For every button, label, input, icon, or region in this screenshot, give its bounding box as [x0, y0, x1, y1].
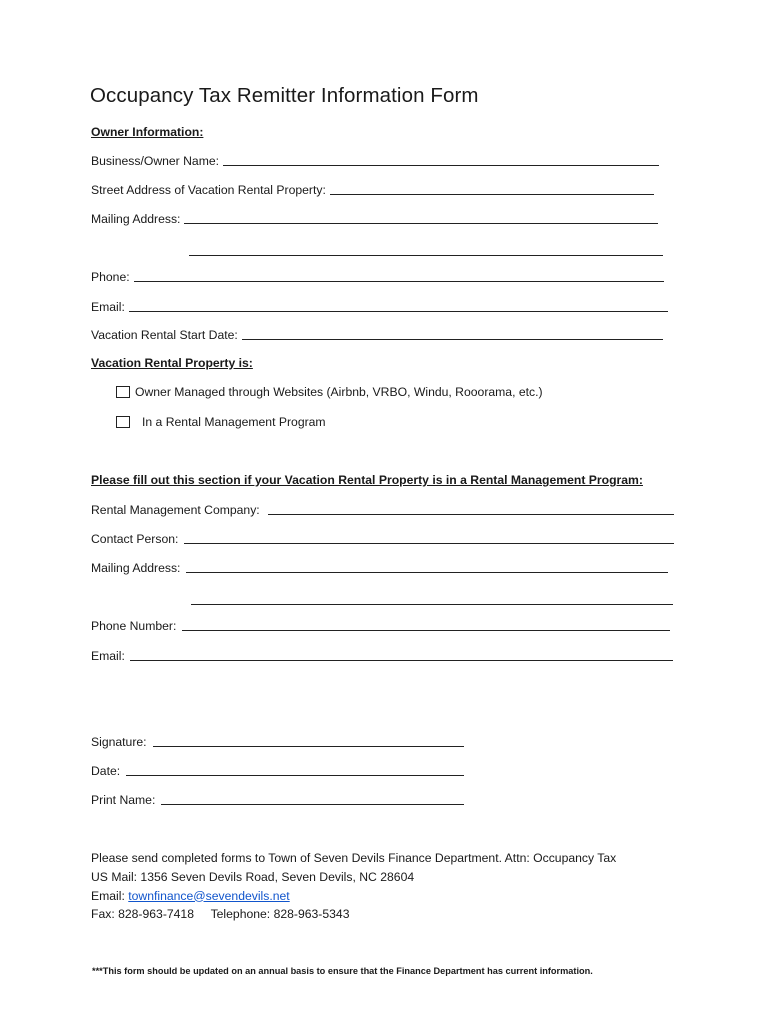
rental-mailing-address-label: Mailing Address:	[91, 561, 181, 575]
rental-mailing-address-field[interactable]	[91, 560, 668, 575]
owner-mailing-address-line[interactable]	[184, 211, 658, 224]
owner-email-line[interactable]	[129, 299, 668, 312]
start-date-line[interactable]	[242, 327, 663, 340]
business-owner-name-label: Business/Owner Name:	[91, 154, 220, 168]
contact-email-link[interactable]: townfinance@sevendevils.net	[128, 888, 290, 903]
print-name-line[interactable]	[161, 792, 464, 805]
business-owner-name-line[interactable]	[223, 153, 659, 166]
start-date-field[interactable]	[91, 327, 663, 342]
rental-company-line[interactable]	[268, 502, 674, 515]
signature-field[interactable]	[91, 734, 464, 749]
date-field[interactable]	[91, 763, 464, 778]
rental-phone-field[interactable]	[91, 618, 670, 633]
signature-label: Signature:	[91, 735, 147, 749]
option-rental-program[interactable]	[116, 415, 326, 429]
street-address-line[interactable]	[330, 182, 654, 195]
rental-company-label: Rental Management Company:	[91, 503, 260, 517]
contact-email-line	[91, 887, 616, 906]
print-name-field[interactable]	[91, 792, 464, 807]
owner-mailing-address-label: Mailing Address:	[91, 212, 181, 226]
rental-phone-line[interactable]	[182, 618, 670, 631]
street-address-field[interactable]	[91, 182, 654, 197]
owner-phone-label: Phone:	[91, 270, 130, 284]
rental-program-checkbox[interactable]	[116, 416, 130, 428]
contact-person-field[interactable]	[91, 531, 674, 546]
rental-management-heading: Please fill out this section if your Vacation Rental Property is in a Rental Management Program:	[91, 473, 643, 487]
contact-person-line[interactable]	[184, 531, 674, 544]
contact-block	[91, 849, 616, 924]
rental-email-line[interactable]	[130, 648, 673, 661]
contact-mail-address: US Mail: 1356 Seven Devils Road, Seven Devils, NC 28604	[91, 869, 415, 884]
owner-mailing-address-line-2[interactable]	[189, 254, 663, 256]
rental-company-field[interactable]	[91, 502, 674, 517]
contact-fax: Fax: 828-963-7418	[91, 907, 194, 922]
owner-email-label: Email:	[91, 300, 125, 314]
owner-phone-field[interactable]	[91, 269, 664, 284]
owner-managed-checkbox[interactable]	[116, 386, 130, 398]
contact-person-label: Contact Person:	[91, 532, 179, 546]
contact-fax-telephone	[91, 905, 616, 924]
rental-mailing-address-line-2[interactable]	[191, 603, 673, 605]
contact-telephone: Telephone: 828-963-5343	[210, 907, 350, 922]
print-name-label: Print Name:	[91, 793, 156, 807]
signature-line[interactable]	[153, 734, 464, 747]
footer-note: ***This form should be updated on an annual basis to ensure that the Finance Department has current information.	[92, 966, 593, 976]
rental-phone-label: Phone Number:	[91, 619, 177, 633]
owner-mailing-address-field[interactable]	[91, 211, 658, 226]
date-line[interactable]	[126, 763, 464, 776]
page-title: Occupancy Tax Remitter Information Form	[90, 84, 479, 107]
street-address-label: Street Address of Vacation Rental Property:	[91, 183, 326, 197]
owner-email-field[interactable]	[91, 299, 668, 314]
option-owner-managed[interactable]	[116, 385, 543, 399]
contact-instructions: Please send completed forms to Town of Seven Devils Finance Department. Attn: Occupancy Tax	[91, 851, 617, 865]
date-label: Date:	[91, 764, 121, 778]
property-type-heading: Vacation Rental Property is:	[91, 356, 253, 370]
rental-email-label: Email:	[91, 649, 125, 663]
rental-mailing-address-line[interactable]	[186, 560, 668, 573]
owner-managed-label: Owner Managed through Websites (Airbnb, VRBO, Windu, Rooorama, etc.)	[135, 385, 543, 399]
owner-phone-line[interactable]	[134, 269, 664, 282]
rental-program-label: In a Rental Management Program	[142, 415, 326, 429]
rental-email-field[interactable]	[91, 648, 673, 663]
business-owner-name-field[interactable]	[91, 153, 659, 168]
contact-email-label: Email:	[91, 888, 125, 903]
owner-information-heading: Owner Information:	[91, 125, 204, 139]
start-date-label: Vacation Rental Start Date:	[91, 328, 238, 342]
